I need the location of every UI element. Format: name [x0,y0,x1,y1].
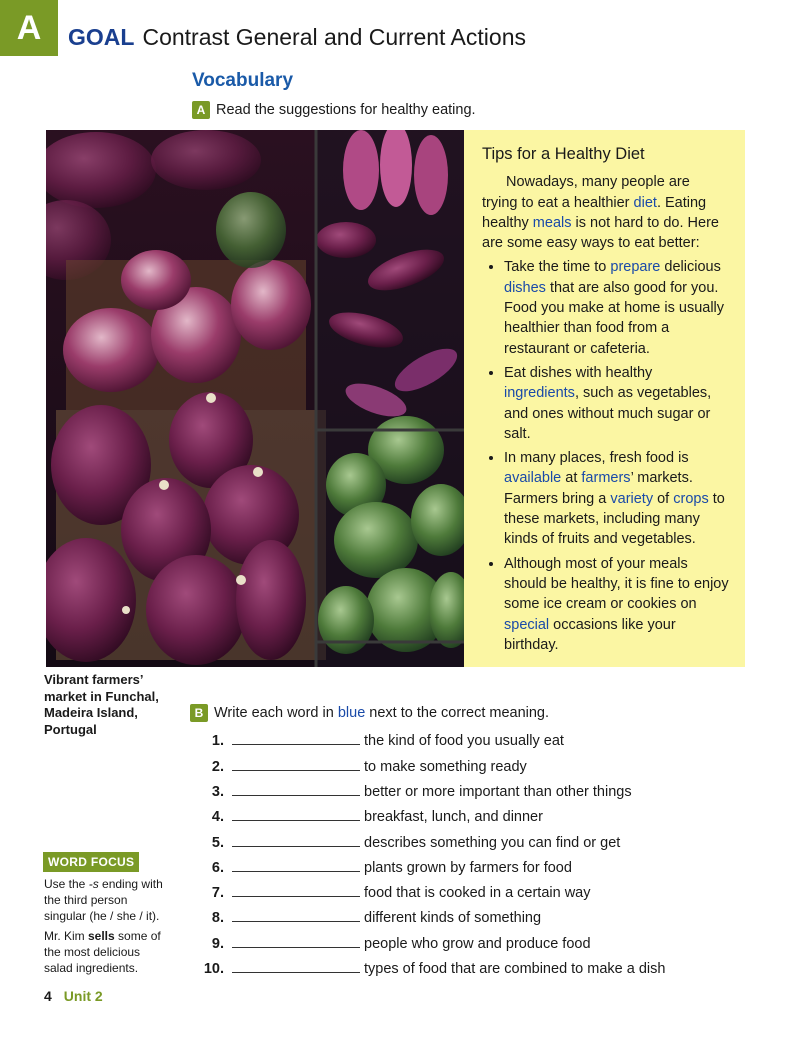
example-bold: sells [88,929,115,943]
answer-blank[interactable] [232,971,360,973]
item-definition: plants grown by farmers for food [364,860,572,876]
vocabulary-word: variety [610,490,654,507]
instruction-text: Write each word in [214,705,338,721]
tip-item [504,448,729,549]
body-text: that are also good for you. Food you make at home is usually healthier than food from a restaurant or cafeteria. [504,279,725,357]
answer-blank[interactable] [232,870,360,872]
exercise-item [198,879,591,901]
body-text: In many places, fresh food is [504,450,689,467]
eggplant-illustration [46,130,464,667]
vocabulary-word: farmers [581,470,631,487]
goal-word: GOAL [68,24,135,50]
body-text: Although most of your meals should be healthy, it is fine to enjoy some ice cream or cookies on [504,555,729,613]
vocabulary-word: dishes [504,279,546,296]
activity-a-badge: A [192,101,210,119]
item-number: 2. [211,759,224,775]
body-text: at [561,470,582,487]
page-number: 4 [44,988,52,1004]
exercise-item [198,854,572,876]
instruction-text: next to the correct meaning. [365,705,550,721]
answer-blank[interactable] [232,895,360,897]
note-text: ending with the third person singular (he / she / it). [44,877,163,923]
page-footer [44,988,103,1004]
item-number: 7. [211,885,224,901]
answer-blank[interactable] [232,819,360,821]
exercise-item [198,803,543,825]
item-number: 4. [211,809,224,825]
goal-text: Contrast General and Current Actions [142,24,526,50]
exercise-item [198,829,620,851]
photo-caption: Vibrant farmers’ market in Funchal, Madeira Island, Portugal [44,672,159,737]
tip-item [504,554,729,655]
note-text: Use the [44,877,89,891]
body-text: delicious [660,259,721,276]
tips-panel [464,130,745,667]
item-definition: people who grow and produce food [364,936,591,952]
body-text: is not hard to do. Here are some easy ways to eat better: [482,214,719,252]
answer-blank[interactable] [232,845,360,847]
item-definition: food that is cooked in a certain way [364,885,591,901]
exercise-item [198,904,541,926]
example-text: some of the most delicious salad ingredients. [44,929,161,975]
example-text: Mr. Kim [44,929,88,943]
item-number: 9. [211,936,224,952]
body-text: . Eating healthy [482,194,707,231]
item-definition: the kind of food you usually eat [364,733,564,749]
activity-b-instruction [190,704,549,722]
vocabulary-word: diet [633,194,657,211]
exercise-item [198,778,632,800]
body-text: occasions like your birthday. [504,616,676,653]
activity-b-text [214,705,549,721]
item-number: 6. [211,860,224,876]
vocabulary-word: crops [673,490,709,507]
answer-blank[interactable] [232,794,360,796]
item-number: 10. [203,961,224,977]
instruction-blue-word: blue [337,705,366,721]
tips-title: Tips for a Healthy Diet [482,145,645,163]
lesson-letter-badge: A [0,0,58,56]
answer-blank[interactable] [232,743,360,745]
body-text: to these markets, including many kinds of fruits and vegetables. [504,490,725,548]
exercise-item [198,930,591,952]
exercise-item [198,955,665,977]
item-definition: types of food that are combined to make a dish [364,961,666,977]
item-definition: different kinds of something [364,910,542,926]
word-focus-label: WORD FOCUS [43,852,139,872]
activity-a-instruction [192,101,476,119]
tips-intro [482,172,729,253]
exercise-item [198,753,527,775]
vocabulary-word: meals [532,214,572,231]
body-text: of [653,490,674,507]
word-focus-note [44,876,172,924]
answer-blank[interactable] [232,769,360,771]
body-text: Eat dishes with healthy [504,364,653,381]
goal-title [68,24,526,51]
activity-a-text: Read the suggestions for healthy eating. [216,102,476,118]
vocabulary-heading: Vocabulary [192,70,294,91]
item-definition: breakfast, lunch, and dinner [364,809,543,825]
body-text: Take the time to [504,259,611,276]
eggplant-market-photo [46,130,464,667]
item-number: 5. [211,835,224,851]
item-definition: to make something ready [364,759,527,775]
body-text: , such as vegetables, and ones without much sugar or salt. [504,385,712,442]
answer-blank[interactable] [232,946,360,948]
activity-b-badge: B [190,704,208,722]
body-text: ’ markets. Farmers bring a [504,470,693,507]
item-number: 8. [211,910,224,926]
item-number: 3. [211,784,224,800]
tip-item [504,257,729,358]
vocabulary-word: ingredients [504,385,575,402]
item-definition: better or more important than other things [364,784,632,800]
item-number: 1. [211,733,224,749]
word-focus-example [44,928,172,976]
vocabulary-word: available [504,470,562,487]
note-italic: -s [88,877,99,891]
vocabulary-word: special [504,616,550,633]
answer-blank[interactable] [232,920,360,922]
vocabulary-word: prepare [610,259,661,276]
unit-label: Unit 2 [63,988,103,1004]
exercise-item [198,727,564,749]
body-text: Nowadays, many people are trying to eat a healthier [482,174,690,211]
tips-list [482,257,729,655]
tip-item [504,363,729,444]
item-definition: describes something you can find or get [364,835,621,851]
